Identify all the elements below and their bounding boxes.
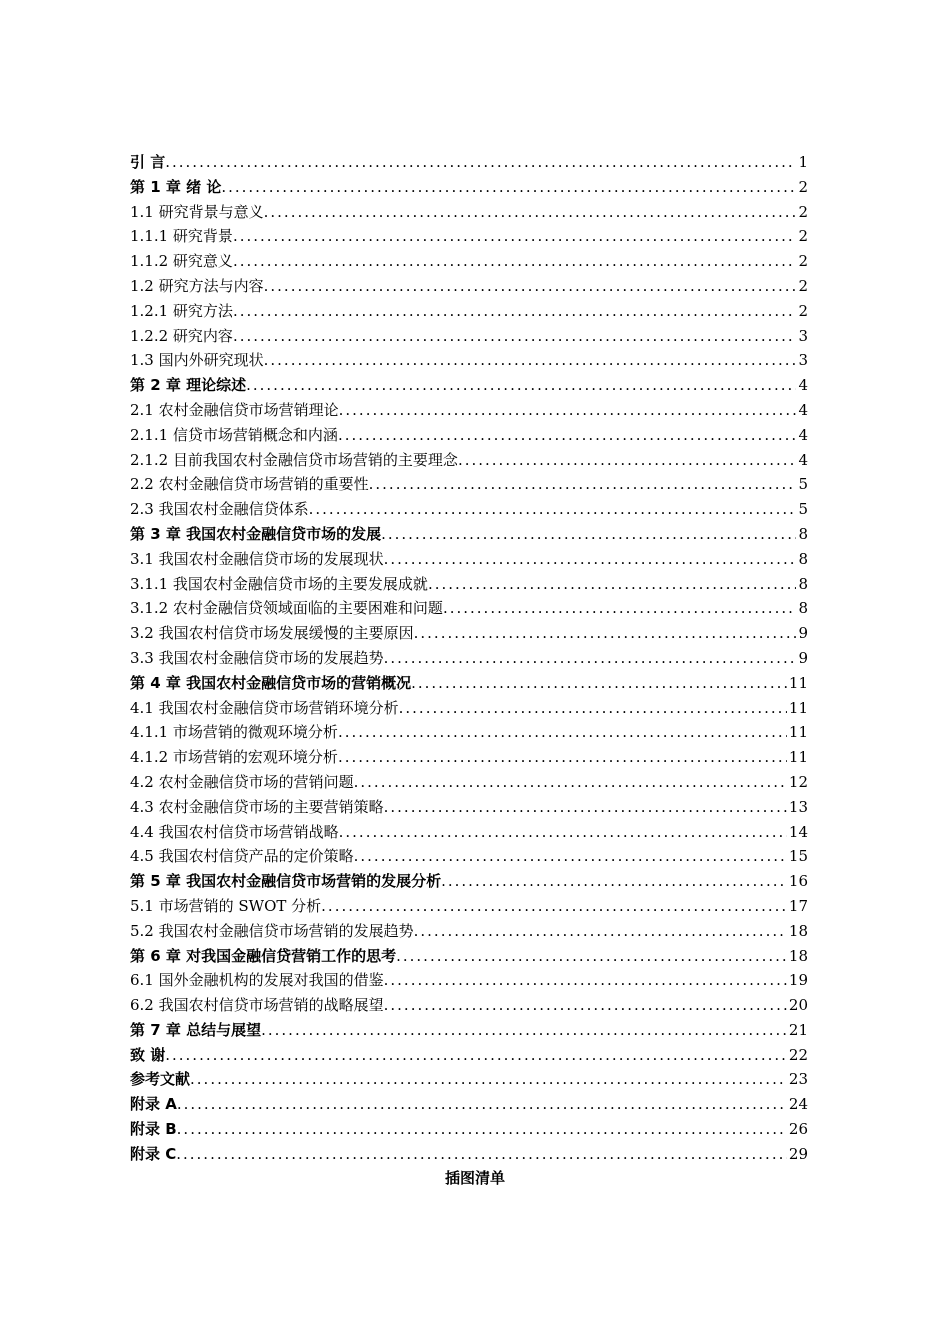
dot-leader <box>411 671 787 696</box>
toc-entry[interactable] <box>130 894 808 919</box>
toc-entry-title: 1.2.2 研究内容 <box>130 326 233 345</box>
toc-entry-page-number: 12 <box>788 772 808 791</box>
toc-entry-title: 3.1.1 我国农村金融信贷市场的主要发展成就 <box>130 574 428 593</box>
toc-entry-title: 参考文献 <box>130 1070 191 1089</box>
dot-leader <box>233 224 797 249</box>
toc-entry-title: 附录 A <box>130 1095 177 1114</box>
toc-entry-page-number: 2 <box>798 252 808 271</box>
toc-entry[interactable] <box>130 175 808 200</box>
toc-entry[interactable] <box>130 844 808 869</box>
dot-leader <box>233 324 797 349</box>
toc-entry[interactable] <box>130 869 808 894</box>
toc-entry[interactable] <box>130 745 808 770</box>
toc-entry[interactable] <box>130 274 808 299</box>
toc-entry-title: 5.2 我国农村金融信贷市场营销的发展趋势 <box>130 921 414 940</box>
toc-entry-page-number: 24 <box>788 1095 808 1114</box>
dot-leader <box>165 1043 787 1068</box>
dot-leader <box>264 274 797 299</box>
dot-leader <box>369 472 797 497</box>
toc-entry[interactable] <box>130 1018 808 1043</box>
toc-entry-title: 4.5 我国农村信贷产品的定价策略 <box>130 847 354 866</box>
toc-entry-title: 4.1.2 市场营销的宏观环境分析 <box>130 748 338 767</box>
toc-entry-page-number: 26 <box>788 1120 808 1139</box>
toc-entry-title: 第 2 章 理论综述 <box>130 376 247 395</box>
dot-leader <box>384 646 797 671</box>
toc-entry[interactable] <box>130 373 808 398</box>
toc-entry-title: 第 1 章 绪 论 <box>130 177 222 196</box>
toc-entry[interactable] <box>130 944 808 969</box>
toc-entry[interactable] <box>130 348 808 373</box>
toc-entry-page-number: 11 <box>788 723 808 742</box>
toc-entry-page-number: 11 <box>788 698 808 717</box>
toc-entry[interactable] <box>130 472 808 497</box>
dot-leader <box>233 299 797 324</box>
toc-entry-page-number: 8 <box>798 574 808 593</box>
toc-entry-page-number: 15 <box>788 847 808 866</box>
toc-entry-page-number: 8 <box>798 524 808 543</box>
toc-entry[interactable] <box>130 696 808 721</box>
dot-leader <box>384 795 787 820</box>
toc-entry-title: 2.3 我国农村金融信贷体系 <box>130 500 309 519</box>
dot-leader <box>338 745 787 770</box>
toc-entry-title: 2.1.2 目前我国农村金融信贷市场营销的主要理念 <box>130 450 458 469</box>
toc-entry-title: 致 谢 <box>130 1045 166 1064</box>
toc-entry-title: 5.1 市场营销的 SWOT 分析 <box>130 896 322 915</box>
toc-entry[interactable] <box>130 200 808 225</box>
dot-leader <box>443 596 797 621</box>
toc-entry[interactable] <box>130 423 808 448</box>
toc-entry[interactable] <box>130 324 808 349</box>
toc-entry[interactable] <box>130 299 808 324</box>
toc-entry-title: 4.1 我国农村金融信贷市场营销环境分析 <box>130 698 399 717</box>
toc-entry-title: 2.1 农村金融信贷市场营销理论 <box>130 400 339 419</box>
toc-entry-title: 2.1.1 信贷市场营销概念和内涵 <box>130 425 338 444</box>
dot-leader <box>309 497 797 522</box>
toc-entry-page-number: 16 <box>788 872 808 891</box>
toc-entry[interactable] <box>130 770 808 795</box>
toc-entry[interactable] <box>130 795 808 820</box>
toc-entry-page-number: 2 <box>798 301 808 320</box>
toc-entry-page-number: 20 <box>788 996 808 1015</box>
toc-entry-title: 4.2 农村金融信贷市场的营销问题 <box>130 772 354 791</box>
dot-leader <box>399 696 787 721</box>
toc-entry-title: 第 3 章 我国农村金融信贷市场的发展 <box>130 524 382 543</box>
dot-leader <box>354 770 787 795</box>
toc-entry[interactable] <box>130 720 808 745</box>
dot-leader <box>221 175 796 200</box>
toc-entry-page-number: 2 <box>798 177 808 196</box>
toc-entry[interactable] <box>130 547 808 572</box>
toc-entry-title: 4.3 农村金融信贷市场的主要营销策略 <box>130 797 384 816</box>
toc-entry-page-number: 4 <box>798 425 808 444</box>
toc-entry[interactable] <box>130 1117 808 1142</box>
toc-entry-page-number: 1 <box>798 153 808 171</box>
toc-entry[interactable] <box>130 968 808 993</box>
toc-entry-title: 4.1.1 市场营销的微观环境分析 <box>130 723 338 742</box>
toc-entry-page-number: 29 <box>788 1144 808 1163</box>
toc-entry-page-number: 11 <box>788 673 808 692</box>
toc-entry[interactable] <box>130 1142 808 1167</box>
dot-leader <box>190 1067 787 1092</box>
dot-leader <box>264 348 797 373</box>
dot-leader <box>338 423 797 448</box>
toc-entry-page-number: 8 <box>798 549 808 568</box>
toc-entry-page-number: 4 <box>798 450 808 469</box>
toc-entry-page-number: 3 <box>798 351 808 370</box>
toc-entry-title: 第 6 章 对我国金融信贷营销工作的思考 <box>130 946 397 965</box>
toc-entry-title: 1.1 研究背景与意义 <box>130 202 264 221</box>
toc-entry[interactable] <box>130 993 808 1018</box>
toc-entry-title: 4.4 我国农村信贷市场营销战略 <box>130 822 339 841</box>
toc-entry-title: 2.2 农村金融信贷市场营销的重要性 <box>130 475 369 494</box>
toc-entry[interactable] <box>130 919 808 944</box>
toc-entry[interactable] <box>130 448 808 473</box>
toc-entry-title: 附录 B <box>130 1120 177 1139</box>
dot-leader <box>414 919 787 944</box>
dot-leader <box>233 249 797 274</box>
dot-leader <box>354 844 787 869</box>
toc-entry-page-number: 2 <box>798 202 808 221</box>
toc-entry[interactable] <box>130 646 808 671</box>
toc-entry[interactable] <box>130 1092 808 1117</box>
toc-entry[interactable] <box>130 497 808 522</box>
toc-entry-title: 1.1.1 研究背景 <box>130 227 233 246</box>
toc-entry-page-number: 11 <box>788 748 808 767</box>
toc-entry-page-number: 22 <box>788 1045 808 1064</box>
toc-entry-title: 1.2 研究方法与内容 <box>130 276 264 295</box>
toc-entry-title: 第 4 章 我国农村金融信贷市场的营销概况 <box>130 673 412 692</box>
toc-entry-title: 1.2.1 研究方法 <box>130 301 233 320</box>
toc-entry-page-number: 9 <box>798 624 808 643</box>
dot-leader <box>339 398 797 423</box>
dot-leader <box>414 621 797 646</box>
dot-leader <box>441 869 787 894</box>
toc-entry[interactable] <box>130 249 808 274</box>
toc-entry-page-number: 2 <box>798 227 808 246</box>
dot-leader <box>428 572 797 597</box>
toc-entry-title: 6.2 我国农村信贷市场营销的战略展望 <box>130 996 384 1015</box>
toc-entry-page-number: 21 <box>788 1020 808 1039</box>
dot-leader <box>264 200 797 225</box>
toc-entry-title: 第 5 章 我国农村金融信贷市场营销的发展分析 <box>130 872 442 891</box>
toc-entry-page-number: 14 <box>788 822 808 841</box>
toc-entry-page-number: 9 <box>798 648 808 667</box>
dot-leader <box>246 373 796 398</box>
dot-leader <box>384 968 787 993</box>
dot-leader <box>177 1117 787 1142</box>
toc-entry[interactable] <box>130 572 808 597</box>
dot-leader <box>338 720 787 745</box>
toc-entry[interactable] <box>130 150 808 175</box>
dot-leader <box>384 547 797 572</box>
dot-leader <box>396 944 787 969</box>
toc-entry-page-number: 23 <box>788 1070 808 1089</box>
table-of-contents <box>130 150 808 1167</box>
dot-leader <box>177 1092 787 1117</box>
toc-entry-title: 3.3 我国农村金融信贷市场的发展趋势 <box>130 648 384 667</box>
toc-entry[interactable] <box>130 522 808 547</box>
toc-entry-page-number: 5 <box>798 500 808 519</box>
dot-leader <box>339 820 787 845</box>
toc-entry-page-number: 17 <box>788 896 808 915</box>
dot-leader <box>176 1142 787 1167</box>
toc-entry-title: 引 言 <box>130 153 166 171</box>
toc-entry-page-number: 4 <box>798 400 808 419</box>
toc-entry-page-number: 18 <box>788 921 808 940</box>
toc-entry-title: 1.3 国内外研究现状 <box>130 351 264 370</box>
toc-entry[interactable] <box>130 1067 808 1092</box>
toc-entry-title: 3.2 我国农村信贷市场发展缓慢的主要原因 <box>130 624 414 643</box>
toc-entry-page-number: 13 <box>788 797 808 816</box>
dot-leader <box>321 894 787 919</box>
figure-list-heading: 插图清单 <box>444 1169 505 1187</box>
toc-entry-title: 第 7 章 总结与展望 <box>130 1020 262 1039</box>
toc-entry-page-number: 3 <box>798 326 808 345</box>
toc-entry-page-number: 5 <box>798 475 808 494</box>
toc-entry-page-number: 2 <box>798 276 808 295</box>
toc-entry-title: 3.1 我国农村金融信贷市场的发展现状 <box>130 549 384 568</box>
toc-entry[interactable] <box>130 596 808 621</box>
toc-entry-page-number: 4 <box>798 376 808 395</box>
toc-entry-title: 6.1 国外金融机构的发展对我国的借鉴 <box>130 971 384 990</box>
toc-entry[interactable] <box>130 398 808 423</box>
toc-entry-page-number: 19 <box>788 971 808 990</box>
toc-entry-title: 3.1.2 农村金融信贷领域面临的主要困难和问题 <box>130 599 443 618</box>
toc-entry-title: 附录 C <box>130 1144 177 1163</box>
dot-leader <box>458 448 797 473</box>
toc-entry[interactable] <box>130 621 808 646</box>
dot-leader <box>384 993 787 1018</box>
toc-entry-page-number: 18 <box>788 946 808 965</box>
dot-leader <box>381 522 796 547</box>
dot-leader <box>165 150 796 175</box>
toc-entry-page-number: 8 <box>798 599 808 618</box>
toc-entry-title: 1.1.2 研究意义 <box>130 252 233 271</box>
toc-entry[interactable] <box>130 671 808 696</box>
dot-leader <box>261 1018 787 1043</box>
toc-entry[interactable] <box>130 224 808 249</box>
toc-entry[interactable] <box>130 820 808 845</box>
toc-entry[interactable] <box>130 1043 808 1068</box>
